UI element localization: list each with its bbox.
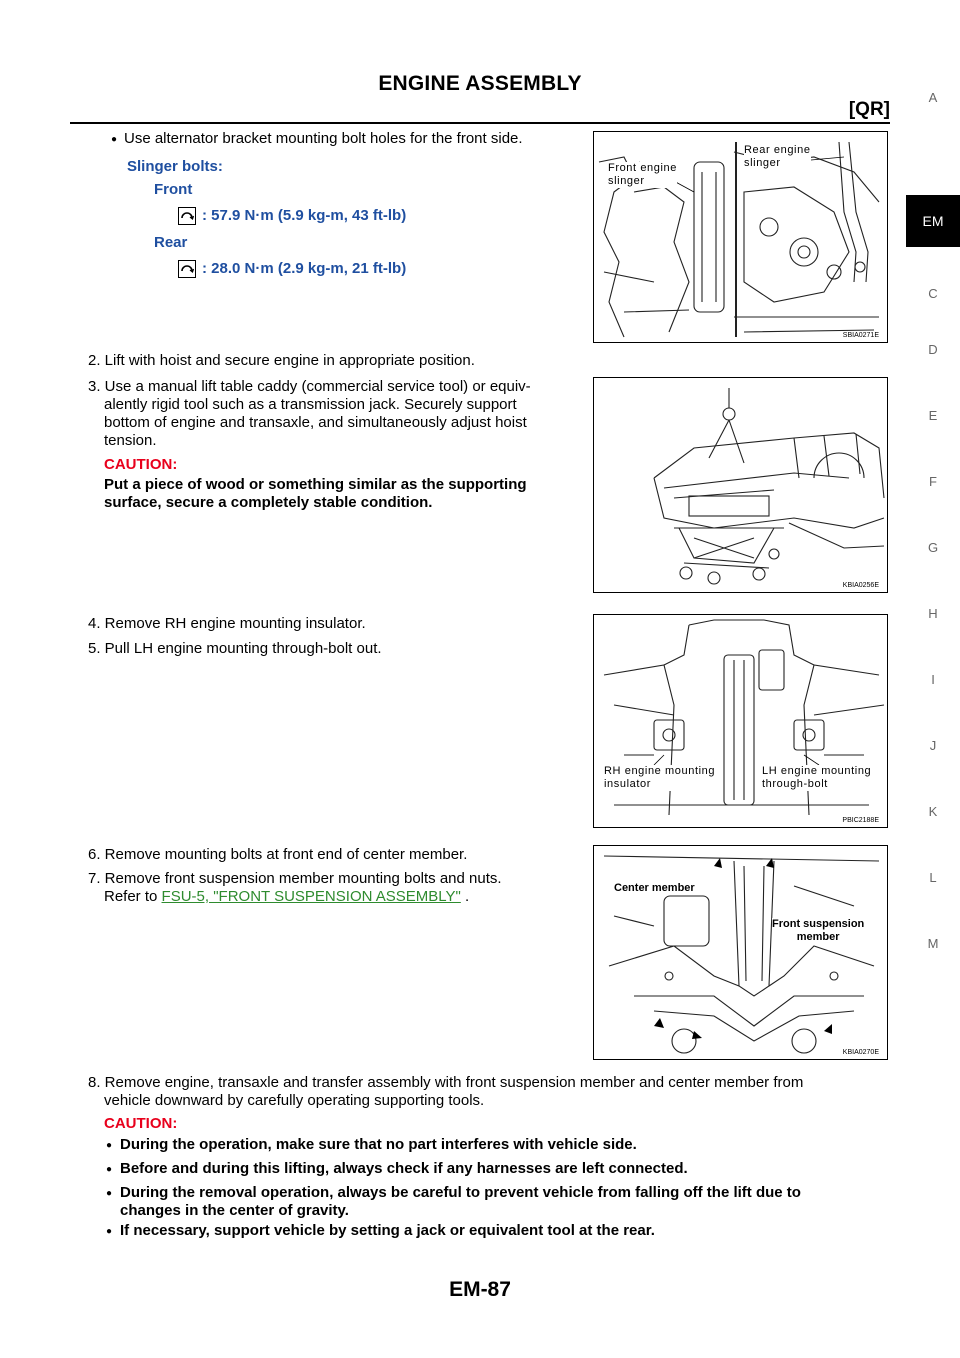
- figure-id: SBIA0271E: [842, 332, 879, 339]
- tab-k[interactable]: K: [928, 804, 938, 819]
- figure-id: PBIC2188E: [842, 817, 879, 824]
- page-number: EM-87: [449, 1278, 511, 1301]
- step4-text: 4. Remove RH engine mounting insulator.: [88, 615, 366, 632]
- center-member-illustration: [594, 846, 887, 1059]
- callout-rh-insulator: RH engine mounting insulator: [604, 765, 716, 790]
- step6-text: 6. Remove mounting bolts at front end of center member.: [88, 846, 468, 863]
- step8-line1: 8. Remove engine, transaxle and transfer assembly with front suspension member and center member from: [88, 1074, 804, 1091]
- caution-bullet-4: If necessary, support vehicle by setting a jack or equivalent tool at the rear.: [120, 1222, 655, 1239]
- tab-i[interactable]: I: [931, 672, 935, 687]
- caution-bullet-2: Before and during this lifting, always check if any harnesses are left connected.: [120, 1160, 688, 1177]
- callout-center-member: Center member: [614, 882, 695, 894]
- rear-torque-spec: [178, 259, 406, 279]
- rear-label: Rear: [154, 234, 188, 251]
- bullet-dot: ●: [106, 1140, 113, 1151]
- bullet-dot: ●: [106, 1226, 113, 1237]
- tab-h[interactable]: H: [928, 606, 938, 621]
- figure-lift-table: [593, 377, 888, 593]
- step7-line2: Refer to FSU-5, "FRONT SUSPENSION ASSEMBLY" .: [104, 888, 470, 905]
- slinger-spec-title: Slinger bolts:: [127, 158, 223, 175]
- front-label: Front: [154, 181, 193, 198]
- caution-bullet-1: During the operation, make sure that no part interferes with vehicle side.: [120, 1136, 637, 1153]
- fsu-reference-link[interactable]: FSU-5, "FRONT SUSPENSION ASSEMBLY": [161, 888, 461, 905]
- step3-line2: alently rigid tool such as a transmission jack. Securely support: [104, 396, 517, 413]
- caution-label: CAUTION:: [104, 1115, 178, 1132]
- step3-line3: bottom of engine and transaxle, and simultaneously adjust hoist: [104, 414, 527, 431]
- tab-d[interactable]: D: [928, 342, 938, 357]
- step3-caution-line2: surface, secure a completely stable condition.: [104, 494, 433, 511]
- tab-j[interactable]: J: [929, 738, 937, 753]
- callout-front-suspension-member: Front suspension member: [772, 918, 865, 943]
- tab-em[interactable]: EM: [906, 195, 960, 247]
- tab-f[interactable]: F: [929, 474, 937, 489]
- tab-a[interactable]: A: [928, 90, 938, 105]
- bullet-dot: ●: [106, 1188, 113, 1199]
- step8-line2: vehicle downward by carefully operating supporting tools.: [104, 1092, 485, 1109]
- caution-label: CAUTION:: [104, 456, 178, 473]
- torque-wrench-icon: [178, 207, 196, 225]
- engine-code: [QR]: [848, 99, 890, 120]
- step2-text: 2. Lift with hoist and secure engine in appropriate position.: [88, 352, 475, 369]
- figure-id: KBIA0256E: [842, 582, 879, 589]
- callout-rear-slinger: Rear engine slinger: [744, 144, 811, 169]
- tab-e[interactable]: E: [928, 408, 938, 423]
- figure-center-member: [593, 845, 888, 1060]
- tab-l[interactable]: L: [929, 870, 937, 885]
- front-torque-spec: [178, 206, 406, 226]
- step5-text: 5. Pull LH engine mounting through-bolt out.: [88, 640, 382, 657]
- tab-c[interactable]: C: [928, 286, 938, 301]
- figure-engine-mounting: [593, 614, 888, 828]
- lift-table-illustration: [594, 378, 887, 592]
- figure-engine-slingers: [593, 131, 888, 343]
- step3-line1: 3. Use a manual lift table caddy (commercial service tool) or equiv-: [88, 378, 531, 395]
- bullet-dot: ●: [106, 1164, 113, 1175]
- torque-wrench-icon: [178, 260, 196, 278]
- tab-m[interactable]: M: [927, 936, 939, 951]
- engine-mounting-illustration: [594, 615, 887, 827]
- figure-id: KBIA0270E: [842, 1049, 879, 1056]
- callout-lh-through-bolt: LH engine mounting through-bolt: [762, 765, 872, 790]
- header-divider: [70, 122, 890, 124]
- caution-bullet-3-cont: changes in the center of gravity.: [120, 1202, 349, 1219]
- bullet-dot: ●: [111, 134, 118, 145]
- front-torque-value: : 57.9 N·m (5.9 kg-m, 43 ft-lb): [202, 207, 407, 224]
- step7-line1: 7. Remove front suspension member mounting bolts and nuts.: [88, 870, 502, 887]
- callout-front-slinger: Front engine slinger: [608, 162, 677, 187]
- step3-line4: tension.: [104, 432, 157, 449]
- page-title: ENGINE ASSEMBLY: [378, 72, 582, 95]
- tab-g[interactable]: G: [927, 540, 939, 555]
- rear-torque-value: : 28.0 N·m (2.9 kg-m, 21 ft-lb): [202, 260, 407, 277]
- step3-caution-line1: Put a piece of wood or something similar as the supporting: [104, 476, 527, 493]
- caution-bullet-3: During the removal operation, always be careful to prevent vehicle from falling off the lift due to: [120, 1184, 801, 1201]
- step1-bullet-text: Use alternator bracket mounting bolt holes for the front side.: [124, 130, 523, 147]
